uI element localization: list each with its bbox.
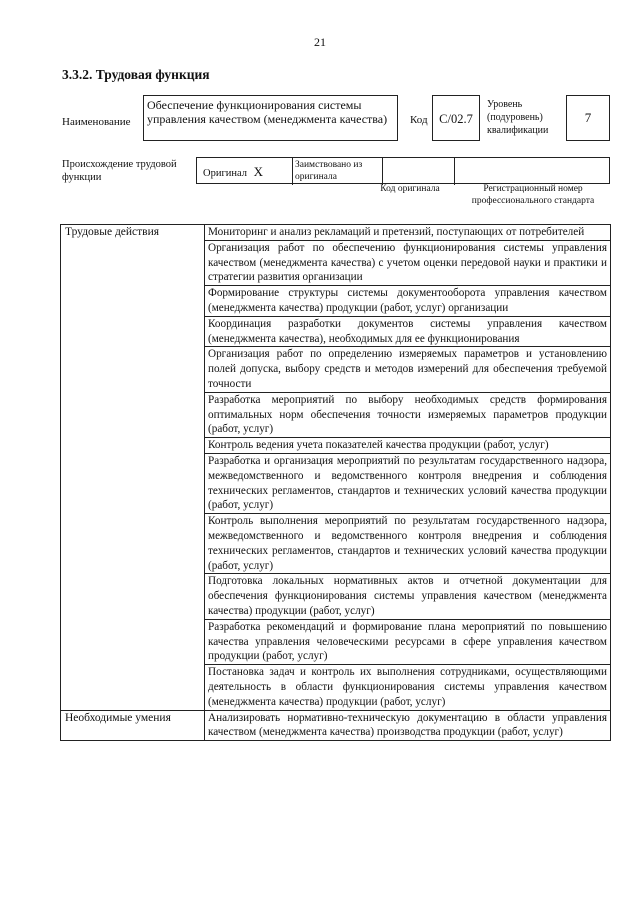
table-row	[61, 710, 611, 741]
labor-actions-label: Трудовые действия	[61, 225, 205, 711]
list-item: Формирование структуры системы документооборота управления качеством (менеджмента качества) продукции (работ, услуг) организации	[205, 286, 611, 317]
code-value: С/02.7	[432, 95, 480, 141]
reg-number-cell	[455, 158, 609, 185]
list-item: Организация работ по обеспечению функционирования системы управления качеством (менеджмента качества) с учетом оценки передовой науки и практики и стратегии развития организации	[205, 240, 611, 285]
name-value: Обеспечение функционирования системы управления качеством (менеджмента качества)	[143, 95, 398, 141]
level-label: Уровень (подуровень) квалификации	[487, 99, 549, 136]
list-item: Контроль ведения учета показателей качества продукции (работ, услуг)	[205, 438, 611, 454]
code-label: Код	[410, 114, 428, 126]
list-item: Мониторинг и анализ рекламаций и претензий, поступающих от потребителей	[205, 225, 611, 241]
original-mark: X	[253, 164, 264, 179]
table-row	[61, 225, 611, 241]
list-item: Разработка рекомендаций и формирование плана мероприятий по повышению качества управления человеческими ресурсами в сфере управления качеством продукции (работ, услуг)	[205, 619, 611, 664]
code-original-label: Код оригинала	[380, 184, 440, 194]
list-item: Разработка и организация мероприятий по результатам государственного надзора, межведомственного и ведомственного контроля внедрения и соблюдения технических регламентов, стандартов и технических условий качества продукции (работ, услуг)	[205, 453, 611, 513]
skills-label: Необходимые умения	[61, 710, 205, 741]
list-item: Постановка задач и контроль их выполнения сотрудниками, осуществляющими деятельность в области функционирования системы управления качеством (менеджмента качества) продукции (работ, услуг)	[205, 665, 611, 710]
page-number: 21	[314, 35, 326, 49]
list-item: Разработка мероприятий по выбору необходимых средств формирования оптимальных норм обеспечения точности измеряемых параметров продукции (работ, услуг)	[205, 392, 611, 437]
list-item: Подготовка локальных нормативных актов и отчетной документации для обеспечения функционирования системы управления качеством (менеджмента качества) продукции (работ, услуг)	[205, 574, 611, 619]
name-label: Наименование	[62, 116, 131, 128]
origin-label: Происхождение трудовой функции	[62, 159, 177, 183]
list-item: Анализировать нормативно-техническую документацию в области управления качеством (менеджмента качества) производства продукции (работ, услуг)	[205, 710, 611, 741]
list-item: Координация разработки документов системы управления качеством (менеджмента качества), необходимых для ее функционирования	[205, 316, 611, 347]
borrowed-cell	[293, 158, 383, 185]
labor-function-table	[60, 224, 611, 741]
borrowed-label: Заимствовано из оригинала	[295, 160, 363, 182]
list-item: Контроль выполнения мероприятий по результатам государственного надзора, межведомственного и ведомственного контроля внедрения и соблюдения технических регламентов, стандартов и технических условий качества продукции (работ, услуг)	[205, 514, 611, 574]
list-item: Организация работ по определению измеряемых параметров и установлению полей допуска, выбору средств и методов измерений для обеспечения требуемой точности	[205, 347, 611, 392]
origin-row	[196, 157, 610, 184]
code-original-cell	[383, 158, 455, 185]
section-title: 3.3.2. Трудовая функция	[62, 67, 210, 82]
original-label: Оригинал	[203, 168, 247, 179]
original-cell	[197, 158, 293, 185]
reg-number-label: Регистрационный номер профессионального стандарта	[471, 184, 595, 206]
level-value: 7	[566, 95, 610, 141]
